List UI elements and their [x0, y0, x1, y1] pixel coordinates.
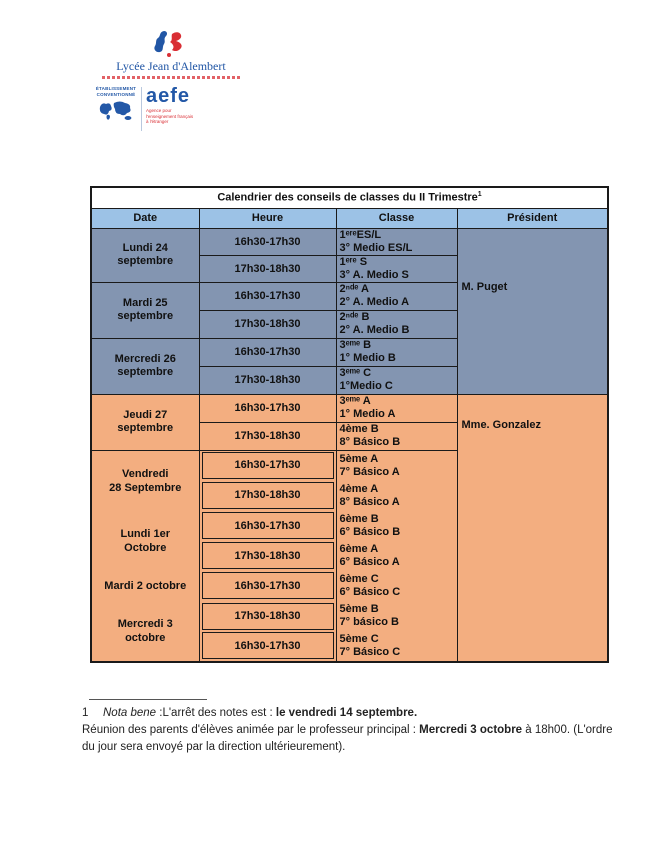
class-pair: 5ème B 7° básico B: [339, 602, 399, 628]
date-cell-merged: [91, 450, 199, 662]
aefe-logo: [94, 86, 193, 131]
footnote-number: 1: [82, 707, 89, 719]
title-footnote-ref: 1: [477, 191, 482, 199]
lycee-logo-title: Lycée Jean d'Alembert: [116, 59, 226, 73]
aefe-establishment-label: ÉTABLISSEMENT CONVENTIONNÉ: [95, 86, 137, 97]
class-cell: 3ᵉᵐᵉ B 1° Medio B: [336, 338, 457, 366]
table-header-row: [91, 208, 608, 228]
class-pair: 6ème C 6° Básico C: [339, 572, 401, 598]
calendar-table: [90, 186, 609, 663]
time-cell: 17h30-18h30: [202, 542, 334, 569]
lycee-logo-subtext: [102, 76, 240, 79]
column-header-classe: Classe: [336, 208, 457, 228]
class-cell: 1ᵉʳᵉES/L 3° Medio ES/L: [336, 228, 457, 255]
table-title: Calendrier des conseils de classes du II Trimestre$^1$: [91, 187, 608, 208]
time-cell: 16h30-17h30: [202, 572, 334, 599]
time-cell: 16h30-17h30: [199, 338, 336, 366]
class-cell: 4ème B 8° Básico B: [336, 422, 457, 450]
column-header-heure: Heure: [199, 208, 336, 228]
footnote-line-2: Réunion des parents d'élèves animée par le professeur principal : Mercredi 3 octobre à 18h00. (L'ordre du jour sera envoyé par la direction ultérieurement).: [82, 724, 613, 753]
time-cell: 16h30-17h30: [199, 228, 336, 255]
time-cell: 17h30-18h30: [199, 422, 336, 450]
table-title-row: [91, 187, 608, 208]
aefe-logo-divider: [141, 87, 142, 131]
class-cell-merged: [336, 450, 457, 662]
footnote-line-1: 1 Nota bene :L'arrêt des notes est : le vendredi 14 septembre.: [82, 705, 627, 722]
date-cell: Lundi 24 septembre: [91, 228, 199, 282]
class-pair: 5ème A 7° Básico A: [339, 452, 400, 478]
time-cell: 17h30-18h30: [199, 366, 336, 394]
class-pair: 4ème A 8° Básico A: [339, 482, 400, 508]
column-header-date: Date: [91, 208, 199, 228]
date-block: Mercredi 3 octobre: [117, 617, 173, 644]
class-cell: 1ᵉʳᵉ S 3° A. Medio S: [336, 255, 457, 282]
class-cell: 3ᵉᵐᵉ C 1°Medio C: [336, 366, 457, 394]
class-cell: 2ⁿᵈᵉ B 2° A. Medio B: [336, 310, 457, 338]
time-cell: 16h30-17h30: [202, 632, 334, 659]
footnote: [82, 699, 627, 756]
footnote-separator: [89, 699, 207, 700]
world-map-icon: [97, 99, 135, 123]
class-pair: 6ème B 6° Básico B: [339, 512, 401, 538]
footnote-nota-bene: Nota bene: [103, 707, 157, 719]
lycee-logo-mark-icon: [148, 30, 194, 58]
date-cell: Mercredi 26 septembre: [91, 338, 199, 394]
class-pair: 6ème A 6° Básico A: [339, 542, 400, 568]
aefe-wordmark: aefe: [146, 85, 191, 107]
aefe-tagline: Agence pour l'enseignement français à l'étranger: [146, 108, 194, 124]
date-block: Lundi 1er Octobre: [120, 527, 170, 554]
class-cell: 2ⁿᵈᵉ A 2° A. Medio A: [336, 282, 457, 310]
table-row: [91, 228, 608, 255]
date-cell: Mardi 25 septembre: [91, 282, 199, 338]
time-cell: 17h30-18h30: [202, 603, 334, 630]
date-block: Vendredi 28 Septembre: [109, 467, 182, 494]
time-cell: 16h30-17h30: [202, 512, 334, 539]
time-cell: 16h30-17h30: [199, 394, 336, 422]
president-cell: Mme. Gonzalez: [457, 394, 608, 662]
time-cell: 17h30-18h30: [199, 310, 336, 338]
class-pair: 5ème C 7° Básico C: [339, 632, 401, 658]
time-cell: 16h30-17h30: [202, 452, 334, 479]
time-cell: 17h30-18h30: [202, 482, 334, 509]
class-cell: 3ᵉᵐᵉ A 1° Medio A: [336, 394, 457, 422]
date-block: Mardi 2 octobre: [104, 579, 187, 592]
column-header-president: Président: [457, 208, 608, 228]
president-cell: M. Puget: [457, 228, 608, 394]
time-cell: 16h30-17h30: [199, 282, 336, 310]
lycee-logo: [96, 30, 246, 79]
table-row: [91, 394, 608, 422]
time-cell: 17h30-18h30: [199, 255, 336, 282]
date-cell: Jeudi 27 septembre: [91, 394, 199, 450]
